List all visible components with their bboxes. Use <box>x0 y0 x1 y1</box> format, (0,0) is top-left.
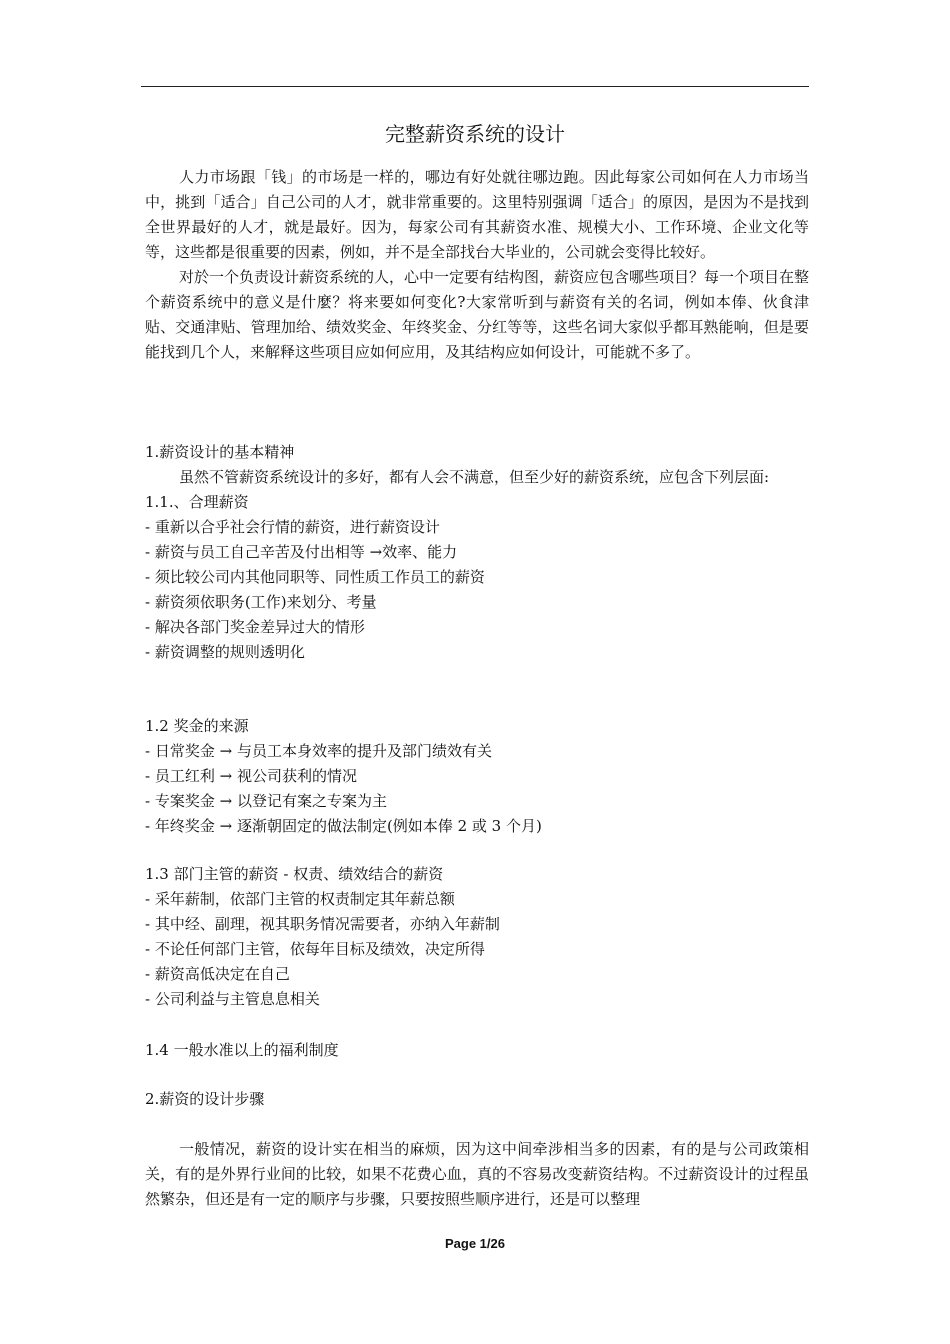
section-2 <box>145 1087 809 1112</box>
list-item: - 不论任何部门主管，依每年目标及绩效，决定所得 <box>145 940 485 958</box>
list-item: - 薪资调整的规则透明化 <box>145 643 305 661</box>
list-item: - 薪资高低决定在自己 <box>145 965 290 983</box>
section-1-4 <box>145 1038 809 1063</box>
intro-section <box>145 165 809 365</box>
intro-paragraph-2: 对於一个负责设计薪资系统的人，心中一定要有结构图，薪资应包含哪些项目？每一个项目在整个薪资系统中的意义是什麼？将来要如何变化?大家常听到与薪资有关的名词，例如本俸、伙食津贴、交通津贴、管理加给、绩效奖金、年终奖金、分红等等，这些名词大家似乎都耳熟能响，但是要能找到几个人，来解释这些项目应如何应用，及其结构应如何设计，可能就不多了。 <box>145 268 810 361</box>
list-item: - 专案奖金 → 以登记有案之专案为主 <box>145 792 387 810</box>
list-item: - 日常奖金 → 与员工本身效率的提升及部门绩效有关 <box>145 742 492 760</box>
list-item: - 薪资与员工自己辛苦及付出相等 →效率、能力 <box>145 543 458 561</box>
section-2-body <box>145 1137 809 1212</box>
header-rule <box>141 86 809 87</box>
section-1-2 <box>145 714 809 839</box>
list-item: - 公司利益与主管息息相关 <box>145 990 320 1008</box>
list-item: - 重新以合乎社会行情的薪资，进行薪资设计 <box>145 518 440 536</box>
section-1-heading: 1.薪资设计的基本精神 <box>145 443 295 461</box>
section-1-1-heading: 1.1.、合理薪资 <box>145 493 249 511</box>
document-title: 完整薪资系统的设计 <box>385 122 565 146</box>
section-1-3-heading: 1.3 部门主管的薪资 - 权责、绩效结合的薪资 <box>145 865 444 883</box>
list-item: - 解决各部门奖金差异过大的情形 <box>145 618 365 636</box>
list-item: - 员工红利 → 视公司获利的情况 <box>145 767 357 785</box>
section-2-paragraph: 一般情况，薪资的设计实在相当的麻烦，因为这中间牵涉相当多的因素，有的是与公司政策相关，有的是外界行业间的比较，如果不花费心血，真的不容易改变薪资结构。不过薪资设计的过程虽然繁杂，但还是有一定的顺序与步骤，只要按照些顺序进行，还是可以整理 <box>145 1140 809 1208</box>
section-1-3 <box>145 862 809 1012</box>
section-1-paragraph: 虽然不管薪资系统设计的多好，都有人会不满意，但至少好的薪资系统，应包含下列层面: <box>179 468 770 486</box>
section-1 <box>145 440 809 665</box>
section-2-heading: 2.薪资的设计步骤 <box>145 1090 265 1108</box>
intro-paragraph-1: 人力市场跟「钱」的市场是一样的，哪边有好处就往哪边跑。因此每家公司如何在人力市场当中，挑到「适合」自己公司的人才，就非常重要的。这里特别强调「适合」的原因，是因为不是找到全世界最好的人才，就是最好。因为，每家公司有其薪资水准、规模大小、工作环境、企业文化等等，这些都是很重要的因素，例如，并不是全部找台大毕业的，公司就会变得比较好。 <box>145 168 809 261</box>
list-item: - 年终奖金 → 逐渐朝固定的做法制定(例如本俸 2 或 3 个月) <box>145 817 542 835</box>
list-item: - 其中经、副理，视其职务情况需要者，亦纳入年薪制 <box>145 915 500 933</box>
section-1-2-heading: 1.2 奖金的来源 <box>145 717 249 735</box>
list-item: - 采年薪制，依部门主管的权责制定其年薪总额 <box>145 890 455 908</box>
page-number: Page 1/26 <box>445 1236 505 1251</box>
list-item: - 须比较公司内其他同职等、同性质工作员工的薪资 <box>145 568 485 586</box>
list-item: - 薪资须依职务(工作)来划分、考量 <box>145 593 377 611</box>
section-1-4-heading: 1.4 一般水准以上的福利制度 <box>145 1041 339 1059</box>
